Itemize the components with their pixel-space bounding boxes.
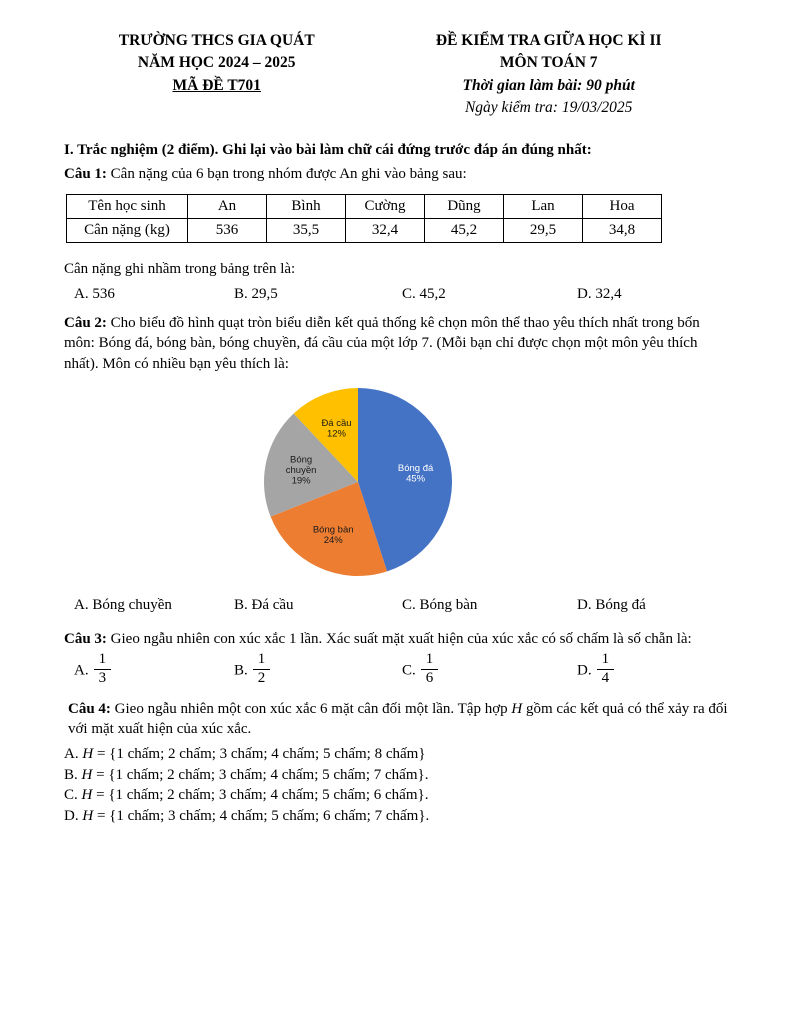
table-cell: 45,2 [425, 219, 504, 243]
fraction [253, 652, 271, 687]
table-cell: 35,5 [267, 219, 346, 243]
set-variable: H [511, 700, 523, 717]
q3-option-c [402, 651, 577, 689]
q3-option-d [577, 651, 728, 689]
section-1-title: I. Trắc nghiệm (2 điểm). Ghi lại vào bài làm chữ cái đứng trước đáp án đúng nhất: [64, 141, 592, 158]
question-1-body: Cân nặng của 6 bạn trong nhóm được An ghi vào bảng sau: [110, 165, 467, 182]
question-3-body: Gieo ngẫu nhiên con xúc xắc 1 lần. Xác suất mặt xuất hiện của xúc xắc có số chấm là số chẵn là: [110, 631, 692, 648]
table-cell: 34,8 [583, 219, 662, 243]
fraction-numerator: 1 [421, 652, 439, 670]
question-2-label: Câu 2: [64, 314, 107, 331]
q2-option-c: C. Bóng bàn [402, 596, 478, 613]
table-cell: 536 [188, 219, 267, 243]
question-3-text [64, 629, 728, 650]
q4-option-d [64, 806, 728, 827]
pie-chart-container [26, 381, 690, 585]
q4-option-d-set: = {1 chấm; 3 chấm; 4 chấm; 5 chấm; 6 chấm; 7 chấm}. [96, 808, 430, 824]
question-1-options [64, 284, 728, 305]
q4-option-c-label: C. [64, 787, 78, 804]
question-4-body-before: Gieo ngẫu nhiên một con xúc xắc 6 mặt cân đối một lần. Tập hợp [114, 700, 508, 717]
table-cell: An [188, 195, 267, 219]
weights-table [66, 194, 662, 243]
fraction-denominator: 3 [98, 669, 107, 686]
question-3-label: Câu 3: [64, 631, 107, 648]
exam-date: Ngày kiểm tra: 19/03/2025 [464, 99, 633, 117]
q2-option-a: A. Bóng chuyền [74, 596, 172, 613]
table-row [67, 195, 662, 219]
set-variable: H [81, 787, 93, 804]
exam-code: MÃ ĐỀ T701 [172, 76, 261, 94]
question-1-text [64, 164, 728, 185]
table-cell: Dũng [425, 195, 504, 219]
q3-option-a [74, 651, 234, 689]
table-cell: Bình [267, 195, 346, 219]
q2-option-d: D. Bóng đá [577, 596, 646, 613]
question-4-label: Câu 4: [68, 700, 111, 717]
table-cell: Tên học sinh [67, 195, 188, 219]
question-2-body: Cho biểu đồ hình quạt tròn biểu diễn kết quả thống kê chọn môn thể thao yêu thích nhất trong bốn môn: Bóng đá, bóng bàn, bóng chuyền, đá cầu của một lớp 7. (Mỗi bạn chỉ được chọn một môn yêu thích nhất). Môn có nhiều bạn yêu thích là: [64, 314, 700, 372]
q4-option-b-label: B. [64, 766, 78, 783]
pie-slice-label-3: Đá cầu 12% [321, 417, 352, 439]
q4-option-b [64, 765, 728, 786]
exam-info-block [369, 30, 728, 120]
question-2-options [64, 595, 728, 616]
set-variable: H [81, 766, 93, 783]
q1-option-c: C. 45,2 [402, 285, 446, 302]
school-name: TRƯỜNG THCS GIA QUÁT [118, 32, 315, 49]
q1-option-b: B. 29,5 [234, 285, 278, 302]
exam-title: ĐỀ KIỂM TRA GIỮA HỌC KÌ II [435, 32, 662, 49]
sports-pie-chart [246, 381, 470, 585]
pie-slice-label-1: Bóng bàn 24% [312, 524, 354, 546]
q4-option-c [64, 785, 728, 806]
q2-option-b: B. Đá cầu [234, 596, 294, 613]
fraction [94, 652, 112, 687]
q4-option-c-set: = {1 chấm; 2 chấm; 3 chấm; 4 chấm; 5 chấm; 6 chấm}. [96, 787, 429, 804]
q1-option-a: A. 536 [74, 285, 115, 302]
set-variable: H [82, 745, 94, 762]
fraction-numerator: 1 [597, 652, 615, 670]
table-row [67, 219, 662, 243]
fraction-denominator: 4 [601, 669, 610, 686]
question-1-label: Câu 1: [64, 165, 107, 182]
fraction-numerator: 1 [253, 652, 271, 670]
q4-option-b-set: = {1 chấm; 2 chấm; 3 chấm; 4 chấm; 5 chấm; 7 chấm}. [96, 766, 429, 783]
pie-slice-label-0: Bóng đá 45% [397, 462, 434, 485]
fraction [421, 652, 439, 687]
q1-option-d: D. 32,4 [577, 285, 622, 302]
pie-slice-label-2: Bóng chuyền 19% [285, 453, 317, 486]
question-2-text [64, 313, 728, 375]
fraction [597, 652, 615, 687]
q4-option-a [64, 744, 728, 765]
table-cell: Hoa [583, 195, 662, 219]
question-1-prompt: Cân nặng ghi nhầm trong bảng trên là: [64, 261, 296, 278]
question-4-body-after: gồm các kết quả có thể xảy ra đối với mặt xuất hiện của xúc xắc. [68, 700, 728, 738]
school-block [64, 30, 369, 120]
q3-option-c-label: C. [402, 662, 416, 679]
set-variable: H [82, 808, 94, 824]
fraction-denominator: 2 [257, 669, 266, 686]
q4-option-a-set: = {1 chấm; 2 chấm; 3 chấm; 4 chấm; 5 chấm; 8 chấm} [96, 745, 426, 762]
fraction-denominator: 6 [425, 669, 434, 686]
q4-option-a-label: A. [64, 745, 79, 762]
fraction-numerator: 1 [94, 652, 112, 670]
q4-option-d-label: D. [64, 808, 79, 824]
q3-option-b [234, 651, 402, 689]
q3-option-b-label: B. [234, 662, 248, 679]
table-cell: 32,4 [346, 219, 425, 243]
table-cell: 29,5 [504, 219, 583, 243]
exam-header [64, 30, 728, 120]
exam-duration: Thời gian làm bài: 90 phút [462, 76, 635, 94]
question-3-options [64, 651, 728, 689]
school-year: NĂM HỌC 2024 – 2025 [137, 54, 296, 72]
exam-subject: MÔN TOÁN 7 [499, 54, 598, 72]
table-cell: Lan [504, 195, 583, 219]
table-cell: Cường [346, 195, 425, 219]
q3-option-d-label: D. [577, 662, 592, 679]
question-4-text [64, 699, 728, 740]
q3-option-a-label: A. [74, 662, 89, 679]
table-cell: Cân nặng (kg) [67, 219, 188, 243]
